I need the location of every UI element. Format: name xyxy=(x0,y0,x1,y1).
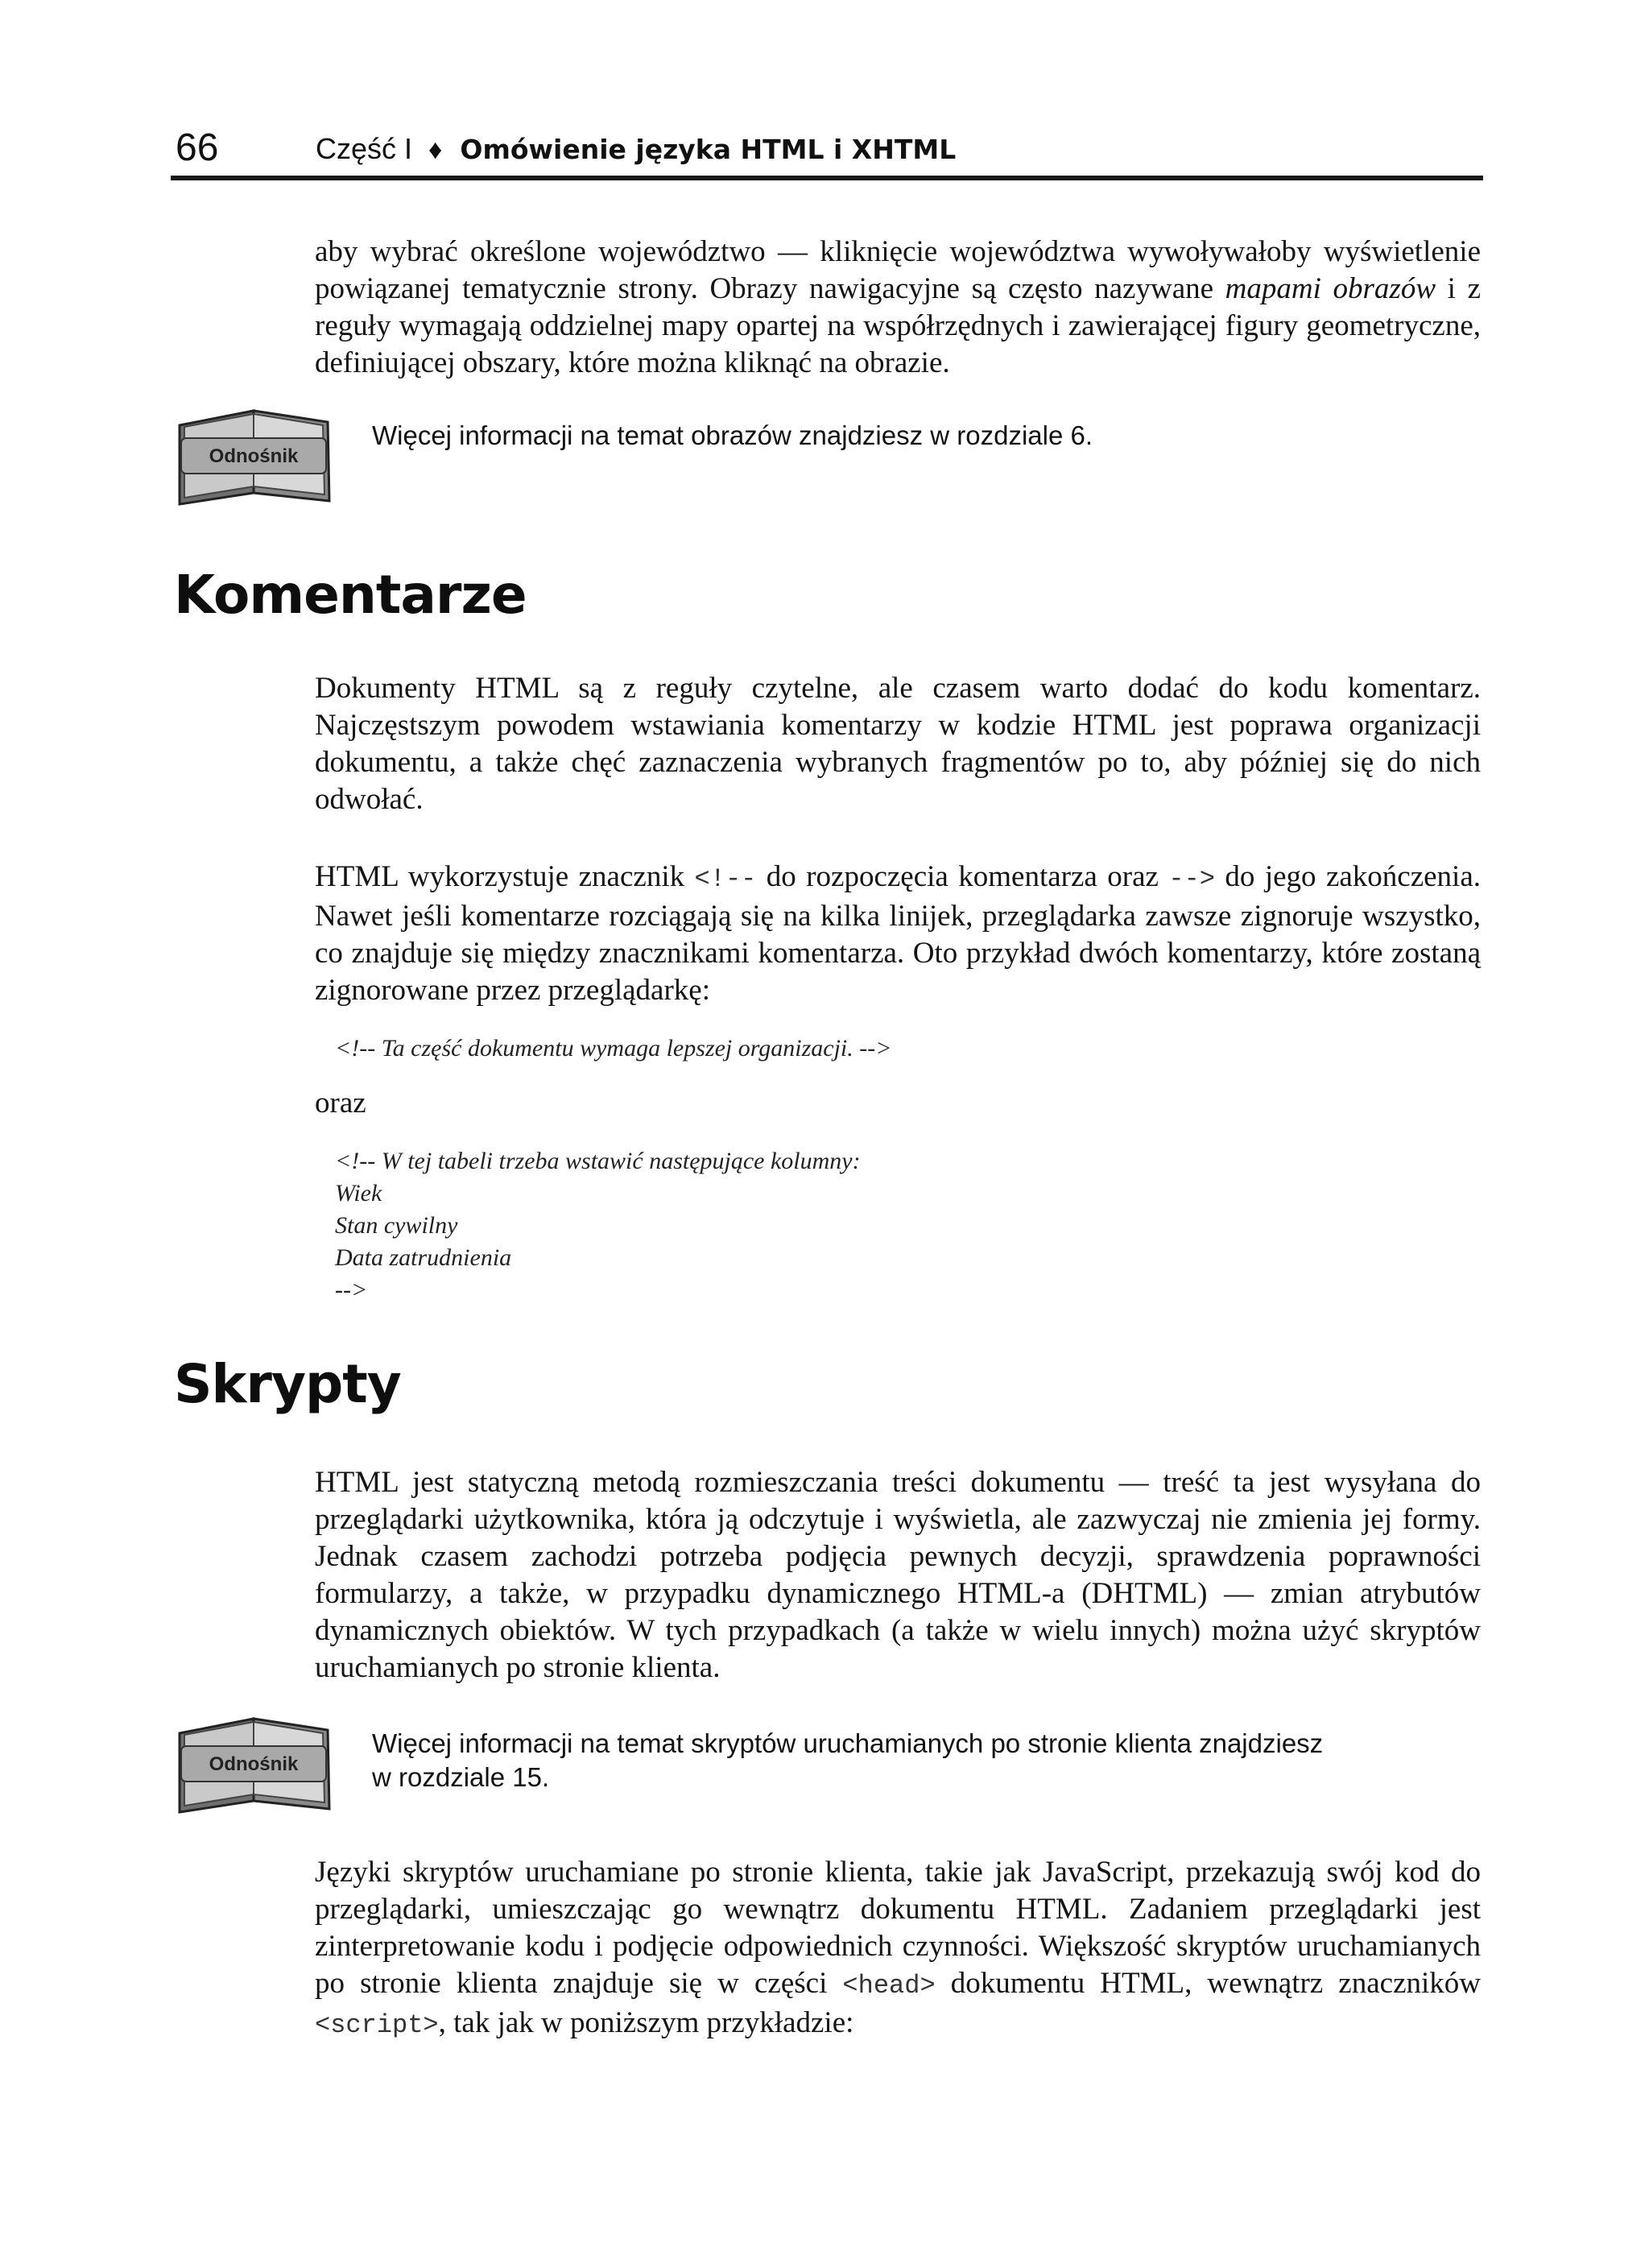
open-book-icon xyxy=(173,1711,334,1815)
comments-para2-part2: do rozpoczęcia komentarza oraz xyxy=(756,860,1169,893)
scripts-para2-part3: , tak jak w poniższym przykładzie: xyxy=(438,2006,854,2039)
script-tag: <script> xyxy=(315,2010,439,2040)
code-example-2 xyxy=(335,1145,861,1306)
part-label: Część I xyxy=(316,132,413,165)
running-header xyxy=(171,121,1483,180)
head-tag: <head> xyxy=(842,1971,936,2001)
code-line: Wiek xyxy=(335,1180,382,1206)
code-line: <!-- Ta część dokumentu wymaga lepszej organizacji. --> xyxy=(335,1035,892,1062)
scripts-para2-part2: dokumentu HTML, wewnątrz znaczników xyxy=(935,1967,1481,2000)
intro-text-before: aby wybrać określone województwo — kliknięcie województwa wywoływałoby wyświetlenie powiązanej tematycznie strony. Obrazy nawigacyjne są często nazywane xyxy=(315,235,1481,305)
scripts-para1-text: HTML jest statyczną metodą rozmieszczania treści dokumentu — treść ta jest wysyłana do przeglądarki użytkownika, która ją odczytuje i wyświetla, ale zazwyczaj nie zmienia jej formy. Jednak czasem zachodzi potrzeba podjęcia pewnych decyzji, sprawdzenia poprawności formularzy, a także, w przypadku dynamicznego HTML-a (DHTML) — zmian atrybutów dynamicznych obiektów. W tych przypadkach (a także w wielu innych) można użyć skryptów uruchamianych po stronie klienta. xyxy=(315,1466,1481,1684)
scripts-paragraph-2 xyxy=(315,1854,1481,2044)
code-line: Data zatrudnienia xyxy=(335,1244,512,1271)
intro-italic-term: mapami obrazów xyxy=(1225,272,1436,305)
intro-text-after: i z reguły wymagają oddzielnej mapy opartej na współrzędnych i zawierającej figury geometryczne, definiującej obszary, które można kliknąć na obrazie. xyxy=(315,272,1481,379)
open-book-icon xyxy=(173,403,334,507)
comment-open-tag: <!-- xyxy=(694,864,757,894)
diamond-separator-icon: ♦ xyxy=(428,135,443,165)
note-text: Więcej informacji na temat obrazów znajdziesz w rozdziale 6. xyxy=(372,420,1093,450)
section-heading-scripts: Skrypty xyxy=(174,1353,401,1415)
note-text xyxy=(372,1727,1483,1794)
page-number: 66 xyxy=(176,126,219,169)
comment-close-tag: --> xyxy=(1168,864,1215,894)
code-line: --> xyxy=(335,1277,368,1303)
code-line: Stan cywilny xyxy=(335,1212,458,1239)
note-text-line-2: w rozdziale 15. xyxy=(372,1762,550,1792)
intro-paragraph xyxy=(315,234,1481,382)
scripts-paragraph-1 xyxy=(315,1464,1481,1687)
note-text-line-1: Więcej informacji na temat skryptów uruchamianych po stronie klienta znajdziesz xyxy=(372,1728,1324,1758)
comments-paragraph-1 xyxy=(315,670,1481,818)
note-icon-label: Odnośnik xyxy=(209,1753,299,1775)
chapter-title: Omówienie języka HTML i XHTML xyxy=(460,134,957,165)
scripts-para2-part1: Języki skryptów uruchamiane po stronie klienta, takie jak JavaScript, przekazują swój kod do przeglądarki, umieszczając go wewnątrz dokumentu HTML. Zadaniem przeglądarki jest zinterpretowanie kodu i podjęcie odpowiednich czynności. Większość skryptów uruchamianych po stronie klienta znajduje się w części xyxy=(315,1856,1481,2000)
connector-word: oraz xyxy=(315,1086,366,1120)
running-title xyxy=(316,132,956,166)
reference-note xyxy=(173,403,1494,515)
section-heading-comments: Komentarze xyxy=(174,564,527,626)
code-example-1 xyxy=(335,1033,892,1065)
comments-paragraph-2 xyxy=(315,859,1481,1009)
reference-note xyxy=(173,1711,1494,1823)
comments-para2-part1: HTML wykorzystuje znacznik xyxy=(315,860,695,893)
code-line: <!-- W tej tabeli trzeba wstawić następujące kolumny: xyxy=(335,1148,861,1174)
note-icon-label: Odnośnik xyxy=(209,445,299,467)
comments-para1-text: Dokumenty HTML są z reguły czytelne, ale czasem warto dodać do kodu komentarz. Najczęstszym powodem wstawiania komentarzy w kodzie HTML jest poprawa organizacji dokumentu, a także chęć zaznaczenia wybranych fragmentów po to, aby później się do nich odwołać. xyxy=(315,672,1481,816)
comments-para2-part3: do jego zakończenia. Nawet jeśli komentarze rozciągają się na kilka linijek, przeglądarka zawsze zignoruje wszystko, co znajduje się między znacznikami komentarza. Oto przykład dwóch komentarzy, które zostaną zignorowane przez przeglądarkę: xyxy=(315,860,1482,1007)
